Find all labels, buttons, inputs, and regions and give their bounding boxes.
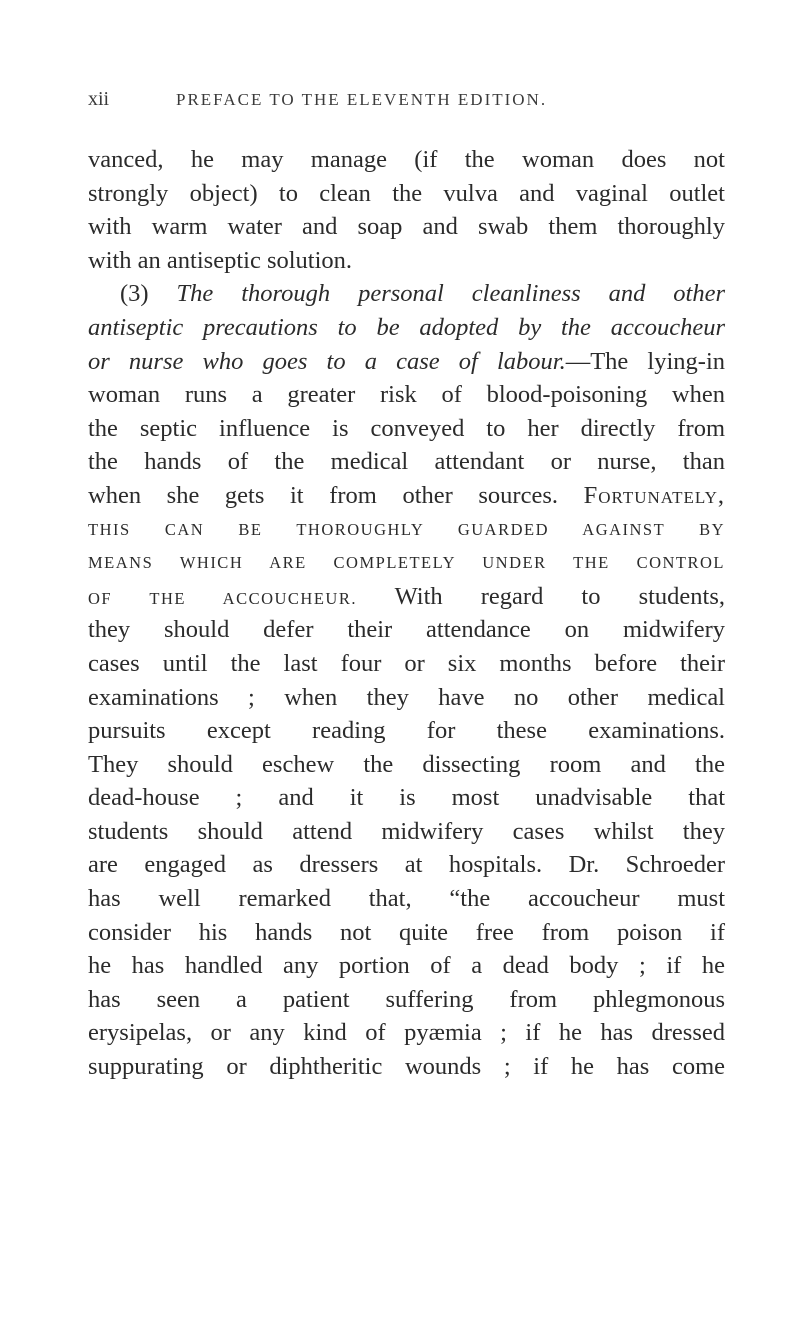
text-line: students should attend midwifery cases whilst they bbox=[88, 817, 725, 845]
text-line: has well remarked that, “the accoucheur must bbox=[88, 885, 725, 913]
text-line: are engaged as dressers at hospitals. Dr. Schroeder bbox=[88, 851, 725, 879]
text-line: MEANS WHICH ARE COMPLETELY UNDER THE CONTROL bbox=[88, 553, 725, 573]
text-fragment: With regard to students, bbox=[394, 582, 726, 610]
text-line: suppurating or diphtheritic wounds ; if he has come bbox=[88, 1053, 725, 1081]
text-line: the septic influence is conveyed to her directly from bbox=[88, 414, 725, 442]
text-line: woman runs a greater risk of blood-poisoning when bbox=[88, 381, 725, 409]
page-number: xii bbox=[88, 88, 110, 110]
body-text bbox=[88, 143, 725, 1084]
text-fragment: —The lying-in bbox=[565, 347, 726, 375]
text-line: pursuits except reading for these examinations. bbox=[88, 717, 725, 745]
text-line: THIS CAN BE THOROUGHLY GUARDED AGAINST BY bbox=[88, 519, 725, 539]
text-fragment: when she gets it from other sources. bbox=[88, 481, 558, 509]
text-line bbox=[88, 277, 725, 311]
text-line: strongly object) to clean the vulva and vaginal outlet bbox=[88, 179, 725, 207]
text-line: the hands of the medical attendant or nurse, than bbox=[88, 448, 725, 476]
section-heading: The thorough personal cleanliness and other bbox=[176, 280, 726, 308]
page-header bbox=[88, 88, 728, 118]
text-line bbox=[88, 345, 725, 379]
text-line: They should eschew the dissecting room and the bbox=[88, 750, 725, 778]
running-head: PREFACE TO THE ELEVENTH EDITION. bbox=[176, 90, 548, 109]
text-line: dead-house ; and it is most unadvisable that bbox=[88, 784, 725, 812]
text-line bbox=[88, 479, 725, 513]
section-heading: antiseptic precautions to be adopted by the accoucheur bbox=[88, 313, 725, 341]
text-line: cases until the last four or six months before their bbox=[88, 649, 725, 677]
small-caps-text: Fortunately, bbox=[583, 481, 726, 509]
text-line: has seen a patient suffering from phlegmonous bbox=[88, 985, 725, 1013]
text-line: he has handled any portion of a dead body ; if he bbox=[88, 952, 725, 980]
text-line: vanced, he may manage (if the woman does not bbox=[88, 146, 725, 173]
text-line: consider his hands not quite free from poison if bbox=[88, 918, 725, 946]
section-number: (3) bbox=[120, 280, 149, 308]
text-line: with warm water and soap and swab them thoroughly bbox=[88, 213, 725, 241]
text-line: examinations ; when they have no other medical bbox=[88, 683, 725, 711]
text-line: erysipelas, or any kind of pyæmia ; if he has dressed bbox=[88, 1019, 725, 1047]
section-heading: or nurse who goes to a case of labour. bbox=[88, 347, 566, 375]
text-line: they should defer their attendance on midwifery bbox=[88, 616, 725, 644]
text-line bbox=[88, 580, 725, 614]
text-line bbox=[88, 311, 725, 345]
small-caps-text: OF THE ACCOUCHEUR. bbox=[88, 588, 357, 608]
text-line: with an antiseptic solution. bbox=[88, 246, 353, 274]
